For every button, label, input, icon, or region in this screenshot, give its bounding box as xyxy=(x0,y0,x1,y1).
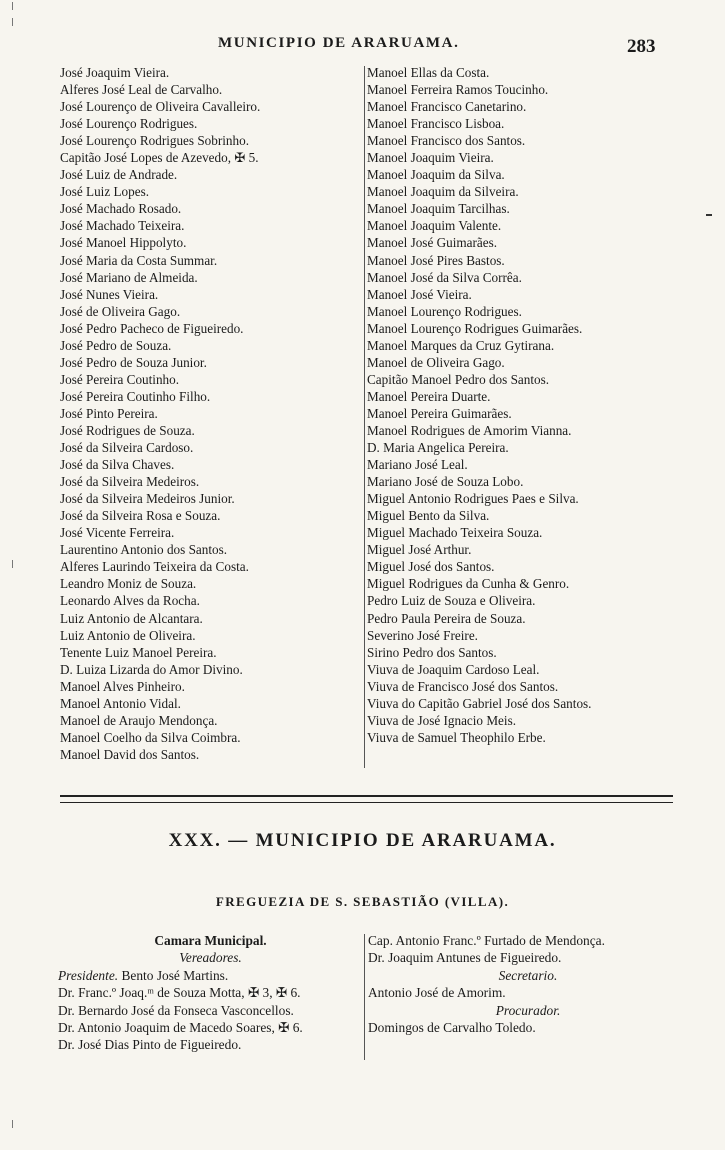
name-entry: José Pedro de Souza. xyxy=(60,337,172,353)
name-entry: José da Silveira Medeiros Junior. xyxy=(60,491,235,507)
camara-right-column xyxy=(368,932,688,1036)
binding-margin xyxy=(12,0,15,1150)
name-entry: Tenente Luiz Manoel Pereira. xyxy=(60,644,217,660)
name-entry: Pedro Luiz de Souza e Oliveira. xyxy=(367,593,536,609)
name-entry: Alferes Laurindo Teixeira da Costa. xyxy=(60,559,249,575)
name-entry: José Pedro Pacheco de Figueiredo. xyxy=(60,320,244,336)
vereadores-label: Vereadores. xyxy=(179,950,242,966)
name-entry: Capitão José Lopes de Azevedo, ✠ 5. xyxy=(60,150,259,166)
name-entry: Manoel Ellas da Costa. xyxy=(367,65,490,80)
presidente-line xyxy=(58,967,363,984)
presidente-label: Presidente. xyxy=(58,967,119,983)
name-entry: Manoel José Pires Bastos. xyxy=(367,252,505,268)
name-entry: José Maria da Costa Summar. xyxy=(60,252,218,268)
name-entry: Laurentino Antonio dos Santos. xyxy=(60,542,228,558)
running-head: MUNICIPIO DE ARARUAMA. xyxy=(218,35,460,51)
name-entry: Miguel José dos Santos. xyxy=(367,559,495,575)
name-entry: Manoel Pereira Duarte. xyxy=(367,388,491,404)
name-entry: Manoel Lourenço Rodrigues. xyxy=(367,303,522,319)
right-name-column xyxy=(367,64,697,746)
name-entry: Miguel José Arthur. xyxy=(367,542,472,558)
name-entry: Manoel Alves Pinheiro. xyxy=(60,678,185,694)
name-entry: Manoel Joaquim Vieira. xyxy=(367,150,494,166)
edge-mark xyxy=(706,214,712,216)
name-entry: Manoel José da Silva Corrêa. xyxy=(367,269,522,285)
name-entry: José Mariano de Almeida. xyxy=(60,269,198,285)
name-entry: Miguel Machado Teixeira Souza. xyxy=(367,525,543,541)
name-entry: Manoel de Oliveira Gago. xyxy=(367,354,505,370)
name-entry: Manoel Francisco Lisboa. xyxy=(367,116,505,132)
name-entry: Manoel Lourenço Rodrigues Guimarães. xyxy=(367,320,583,336)
name-entry: José Rodrigues de Souza. xyxy=(60,422,195,438)
camara-heading: Camara Municipal. xyxy=(154,933,267,948)
name-entry: Severino José Freire. xyxy=(367,627,478,643)
column-divider xyxy=(364,66,365,768)
name-entry: José Pereira Coutinho Filho. xyxy=(60,388,211,404)
name-entry: Luiz Antonio de Alcantara. xyxy=(60,610,203,626)
procurador-name: Domingos de Carvalho Toledo. xyxy=(368,1019,536,1035)
name-entry: José Lourenço Rodrigues Sobrinho. xyxy=(60,133,249,149)
parish-title: FREGUEZIA DE S. SEBASTIÃO (VILLA). xyxy=(215,894,510,909)
name-entry: Viuva de Francisco José dos Santos. xyxy=(367,678,559,694)
presidente-name: Bento José Martins. xyxy=(121,967,229,983)
name-entry: José Machado Teixeira. xyxy=(60,218,185,234)
name-entry: José de Oliveira Gago. xyxy=(60,303,181,319)
name-entry: Miguel Bento da Silva. xyxy=(367,508,490,524)
section-title: XXX. — MUNICIPIO DE ARARUAMA. xyxy=(168,830,557,851)
name-entry: Manoel Rodrigues de Amorim Vianna. xyxy=(367,422,572,438)
member-line: Dr. Bernardo José da Fonseca Vasconcellos. xyxy=(58,1002,294,1018)
name-entry: José Machado Rosado. xyxy=(60,201,182,217)
name-entry: José Lourenço de Oliveira Cavalleiro. xyxy=(60,99,261,115)
bottom-column-divider xyxy=(364,934,365,1060)
name-entry: Manoel David dos Santos. xyxy=(60,746,200,762)
name-entry: Manoel Francisco Canetarino. xyxy=(367,99,527,115)
name-entry: Manoel José Vieira. xyxy=(367,286,472,302)
name-entry: José Pinto Pereira. xyxy=(60,405,158,421)
name-entry: Alferes José Leal de Carvalho. xyxy=(60,82,223,98)
name-entry: José Vicente Ferreira. xyxy=(60,525,175,541)
secretario-label: Secretario. xyxy=(498,967,558,983)
name-entry: Manoel Antonio Vidal. xyxy=(60,695,181,711)
name-entry: José Nunes Vieira. xyxy=(60,286,159,302)
member-line: Dr. Franc.º Joaq.ᵐ de Souza Motta, ✠ 3, ✠ 6. xyxy=(58,985,301,1001)
name-entry: José Manoel Hippolyto. xyxy=(60,235,187,251)
name-entry: Manoel José Guimarães. xyxy=(367,235,498,251)
name-entry: Sirino Pedro dos Santos. xyxy=(367,644,497,660)
name-entry: Manoel Coelho da Silva Coimbra. xyxy=(60,729,241,745)
name-entry: Manoel Joaquim Valente. xyxy=(367,218,502,234)
member-line: Dr. José Dias Pinto de Figueiredo. xyxy=(58,1037,242,1053)
camara-left-column xyxy=(58,932,363,1054)
name-entry: Manoel Joaquim da Silveira. xyxy=(367,184,519,200)
name-entry: Viuva de Joaquim Cardoso Leal. xyxy=(367,661,540,677)
name-entry: Viuva do Capitão Gabriel José dos Santos. xyxy=(367,695,592,711)
name-entry: Manoel Marques da Cruz Gytirana. xyxy=(367,337,555,353)
name-entry: José Joaquim Vieira. xyxy=(60,65,170,80)
secretario-name: Antonio José de Amorim. xyxy=(368,985,506,1001)
name-entry: Manoel Ferreira Ramos Toucinho. xyxy=(367,82,549,98)
name-entry: Miguel Antonio Rodrigues Paes e Silva. xyxy=(367,491,579,507)
name-entry: José da Silveira Medeiros. xyxy=(60,474,200,490)
name-entry: José da Silveira Cardoso. xyxy=(60,440,194,456)
name-entry: Manoel de Araujo Mendonça. xyxy=(60,712,218,728)
name-entry: Capitão Manoel Pedro dos Santos. xyxy=(367,371,550,387)
section-rule xyxy=(60,795,673,803)
name-entry: Viuva de José Ignacio Meis. xyxy=(367,712,516,728)
name-entry: Miguel Rodrigues da Cunha & Genro. xyxy=(367,576,570,592)
name-entry: Manoel Joaquim da Silva. xyxy=(367,167,505,183)
left-name-column xyxy=(60,64,360,763)
page-number: 283 xyxy=(627,36,656,57)
name-entry: Luiz Antonio de Oliveira. xyxy=(60,627,196,643)
procurador-label: Procurador. xyxy=(495,1002,561,1018)
name-entry: Viuva de Samuel Theophilo Erbe. xyxy=(367,729,546,745)
name-entry: José Pereira Coutinho. xyxy=(60,371,180,387)
name-entry: D. Maria Angelica Pereira. xyxy=(367,440,509,456)
name-entry: José da Silveira Rosa e Souza. xyxy=(60,508,221,524)
name-entry: Leandro Moniz de Souza. xyxy=(60,576,197,592)
name-entry: Manoel Francisco dos Santos. xyxy=(367,133,526,149)
name-entry: D. Luiza Lizarda do Amor Divino. xyxy=(60,661,243,677)
name-entry: José Lourenço Rodrigues. xyxy=(60,116,198,132)
name-entry: José da Silva Chaves. xyxy=(60,457,175,473)
name-entry: José Pedro de Souza Junior. xyxy=(60,354,207,370)
name-entry: Mariano José Leal. xyxy=(367,457,468,473)
name-entry: Manoel Pereira Guimarães. xyxy=(367,405,512,421)
name-entry: Pedro Paula Pereira de Souza. xyxy=(367,610,526,626)
member-line: Dr. Antonio Joaquim de Macedo Soares, ✠ 6. xyxy=(58,1019,303,1035)
name-entry: Manoel Joaquim Tarcilhas. xyxy=(367,201,510,217)
member-line: Dr. Joaquim Antunes de Figueiredo. xyxy=(368,950,562,966)
name-entry: José Luiz Lopes. xyxy=(60,184,149,200)
name-entry: José Luiz de Andrade. xyxy=(60,167,178,183)
name-entry: Mariano José de Souza Lobo. xyxy=(367,474,524,490)
member-line: Cap. Antonio Franc.º Furtado de Mendonça. xyxy=(368,933,605,948)
name-entry: Leonardo Alves da Rocha. xyxy=(60,593,200,609)
